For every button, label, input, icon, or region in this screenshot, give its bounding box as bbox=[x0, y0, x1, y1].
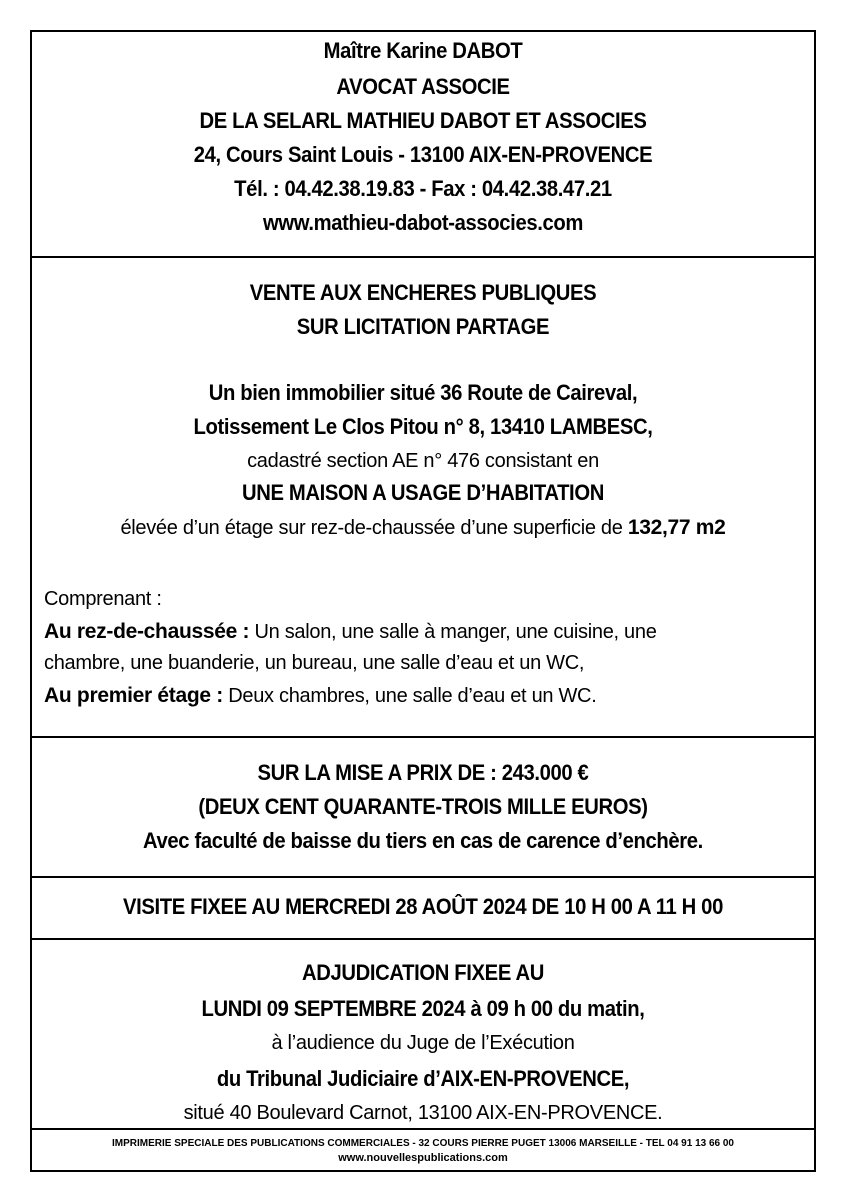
firm-name: DE LA SELARL MATHIEU DABOT ET ASSOCIES bbox=[199, 108, 647, 133]
property-address-line1: Un bien immobilier situé 36 Route de Caireval, bbox=[208, 380, 638, 405]
surface-value: 132,77 m2 bbox=[627, 516, 726, 539]
sale-description bbox=[32, 258, 814, 738]
ground-floor-label: Au rez-de-chaussée : bbox=[44, 620, 250, 643]
adjudication-line4: du Tribunal Judiciaire d’AIX-EN-PROVENCE, bbox=[216, 1066, 630, 1091]
price-line1: SUR LA MISE A PRIX DE : 243.000 € bbox=[257, 760, 589, 785]
ground-floor-text1: Un salon, une salle à manger, une cuisine, une bbox=[249, 621, 657, 643]
price-line3: Avec faculté de baisse du tiers en cas de carence d’enchère. bbox=[143, 828, 703, 853]
first-floor-label: Au premier étage : bbox=[44, 684, 223, 707]
visit-text: VISITE FIXEE AU MERCREDI 28 AOÛT 2024 DE 10 H 00 A 11 H 00 bbox=[123, 894, 723, 919]
property-address-line2: Lotissement Le Clos Pitou n° 8, 13410 LAMBESC, bbox=[193, 414, 653, 439]
cadastre-reference: cadastré section AE n° 476 consistant en bbox=[247, 450, 599, 472]
firm-phone-fax: Tél. : 04.42.38.19.83 - Fax : 04.42.38.47.21 bbox=[234, 176, 612, 201]
lawyer-role: AVOCAT ASSOCIE bbox=[336, 74, 510, 99]
notice-frame bbox=[30, 30, 816, 1172]
surface-text: élevée d’un étage sur rez-de-chaussée d’une superficie de bbox=[120, 517, 628, 539]
printer-website: www.nouvellespublications.com bbox=[338, 1152, 508, 1164]
adjudication-line1: ADJUDICATION FIXEE AU bbox=[302, 960, 544, 985]
sale-title-line1: VENTE AUX ENCHERES PUBLIQUES bbox=[249, 280, 597, 305]
visit-info bbox=[32, 878, 814, 940]
firm-address: 24, Cours Saint Louis - 13100 AIX-EN-PROVENCE bbox=[193, 142, 653, 167]
comprising-label: Comprenant : bbox=[44, 588, 162, 610]
first-floor-text: Deux chambres, une salle d’eau et un WC. bbox=[223, 685, 597, 707]
reserve-price bbox=[32, 738, 814, 878]
lawyer-header bbox=[32, 32, 814, 258]
sale-title-line2: SUR LICITATION PARTAGE bbox=[296, 314, 550, 339]
printer-footer bbox=[32, 1130, 814, 1170]
surface-line bbox=[32, 516, 814, 540]
ground-floor-line2: chambre, une buanderie, un bureau, une salle d’eau et un WC, bbox=[44, 652, 585, 674]
adjudication-line2: LUNDI 09 SEPTEMBRE 2024 à 09 h 00 du matin, bbox=[201, 996, 645, 1021]
firm-website: www.mathieu-dabot-associes.com bbox=[262, 210, 583, 235]
adjudication-line5: situé 40 Boulevard Carnot, 13100 AIX-EN-PROVENCE. bbox=[183, 1102, 663, 1124]
lawyer-name: Maître Karine DABOT bbox=[323, 38, 523, 63]
house-type: UNE MAISON A USAGE D’HABITATION bbox=[242, 480, 604, 505]
ground-floor-line1 bbox=[44, 620, 814, 644]
adjudication-info bbox=[32, 940, 814, 1130]
adjudication-line3: à l’audience du Juge de l’Exécution bbox=[271, 1032, 575, 1054]
price-line2: (DEUX CENT QUARANTE-TROIS MILLE EUROS) bbox=[198, 794, 648, 819]
first-floor-line bbox=[44, 684, 814, 708]
printer-info: IMPRIMERIE SPECIALE DES PUBLICATIONS COMMERCIALES - 32 COURS PIERRE PUGET 13006 MARSEILLE - TEL 04 91 13 66 00 bbox=[112, 1138, 734, 1149]
